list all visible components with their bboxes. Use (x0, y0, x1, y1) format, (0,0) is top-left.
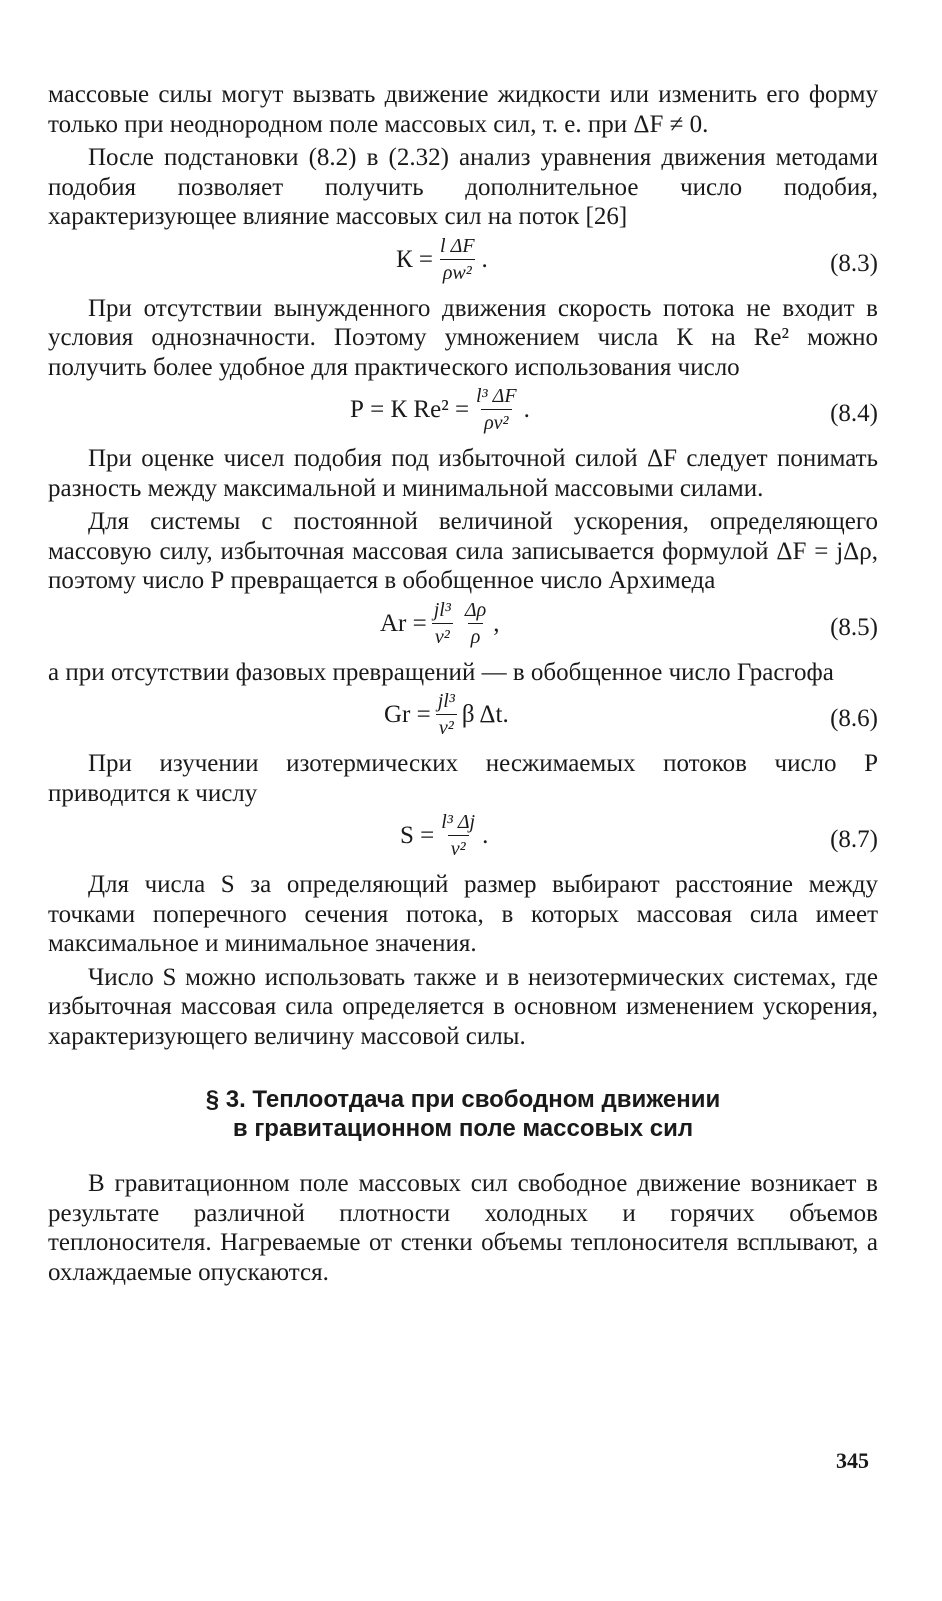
eq-8-7-tail: . (482, 822, 489, 849)
eq-8-6-denominator: ν² (436, 714, 457, 738)
eq-8-3-number: (8.3) (830, 249, 878, 277)
page-number: 345 (836, 1448, 869, 1473)
page-content (48, 80, 878, 1287)
equation-8-5 (48, 598, 878, 656)
eq-8-7-numerator: l³ Δj (441, 811, 476, 833)
equation-8-7 (48, 810, 878, 868)
eq-8-7-number: (8.7) (830, 826, 878, 853)
section-heading-line-1: § 3. Теплоотдача при свободном движении (205, 1086, 721, 1113)
eq-8-5-denominator-1: ν² (432, 623, 453, 647)
paragraph-2: После подстановки (8.2) в (2.32) анализ уравнения движения методами подобия позволяет получить дополнительное число подобия, характеризующее влияние массовых сил на поток [26] (48, 144, 878, 230)
paragraph-10: В гравитационном поле массовых сил свободное движение возникает в результате различной плотности холодных и горячих объемов теплоносителя. Нагреваемые от стенки объемы теплоносителя всплывают, а охлаждаемые опускаются. (48, 1170, 878, 1286)
paragraph-8: Для числа S за определяющий размер выбирают расстояние между точками поперечного сечения потока, в которых массовая сила имеет максимальное и минимальное значения. (48, 871, 878, 957)
section-heading (48, 1085, 878, 1143)
eq-8-6-lhs: Gr = (384, 701, 431, 728)
section-heading-line-2: в гравитационном поле массовых сил (232, 1115, 694, 1142)
paragraph-5: Для системы с постоянной величиной ускорения, определяющего массовую силу, избыточная массовая сила записывается формулой ΔF = jΔρ, поэтому число Р превращается в обобщенное число Архимеда (48, 508, 878, 594)
equation-8-6 (48, 689, 878, 747)
paragraph-3: При отсутствии вынужденного движения скорость потока не входит в условия однозначности. Поэтому умножением числа К на Re² можно получить более удобное для практического использования число (48, 294, 878, 381)
paragraph-9: Число S можно использовать также и в неизотермических системах, где избыточная массовая сила определяется в основном изменением ускорения, характеризующего величину массовой силы. (48, 963, 878, 1050)
eq-8-6-fraction (435, 691, 458, 738)
eq-8-5-fraction-2 (462, 600, 489, 647)
eq-8-7-fraction (438, 812, 478, 859)
paragraph-6: а при отсутствии фазовых превращений — в обобщенное число Грасгофа (48, 658, 834, 686)
eq-8-5-tail: , (493, 609, 500, 637)
equation-8-4 (48, 384, 878, 442)
eq-8-5-denominator-2: ρ (468, 623, 484, 647)
eq-8-4-number: (8.4) (830, 400, 878, 427)
eq-8-4-fraction (473, 386, 520, 433)
eq-8-7-denominator: ν² (448, 835, 469, 859)
eq-8-6-numerator: jl³ (437, 690, 455, 712)
eq-8-5-number: (8.5) (830, 613, 878, 641)
eq-8-3-numerator: l ΔF (440, 234, 475, 257)
eq-8-5-fraction-1 (431, 600, 454, 647)
eq-8-5-lhs: Ar = (380, 609, 427, 637)
eq-8-5-numerator-2: Δρ (464, 598, 487, 621)
eq-8-6-tail: β Δt. (461, 701, 509, 728)
eq-8-4-lhs: Р = К Re² = (350, 396, 470, 423)
eq-8-5-numerator-1: jl³ (433, 598, 451, 621)
eq-8-4-denominator: ρν² (481, 409, 511, 433)
equation-8-3 (48, 234, 878, 292)
eq-8-3-fraction (437, 236, 478, 283)
paragraph-7: При изучении изотермических несжимаемых потоков число Р приводится к числу (48, 750, 878, 807)
eq-8-3-lhs: К = (396, 245, 434, 273)
eq-8-6-number: (8.6) (830, 705, 878, 732)
eq-8-3-denominator: ρw² (440, 259, 475, 283)
paragraph-1: массовые силы могут вызвать движение жидкости или изменить его форму только при неоднородном поле массовых сил, т. е. при ΔF ≠ 0. (48, 81, 878, 138)
eq-8-4-numerator: l³ ΔF (476, 385, 517, 407)
paragraph-4: При оценке чисел подобия под избыточной силой ΔF следует понимать разность между максимальной и минимальной массовыми силами. (48, 445, 878, 502)
eq-8-7-lhs: S = (400, 822, 435, 849)
eq-8-3-tail: . (481, 245, 488, 273)
eq-8-4-tail: . (523, 396, 530, 423)
